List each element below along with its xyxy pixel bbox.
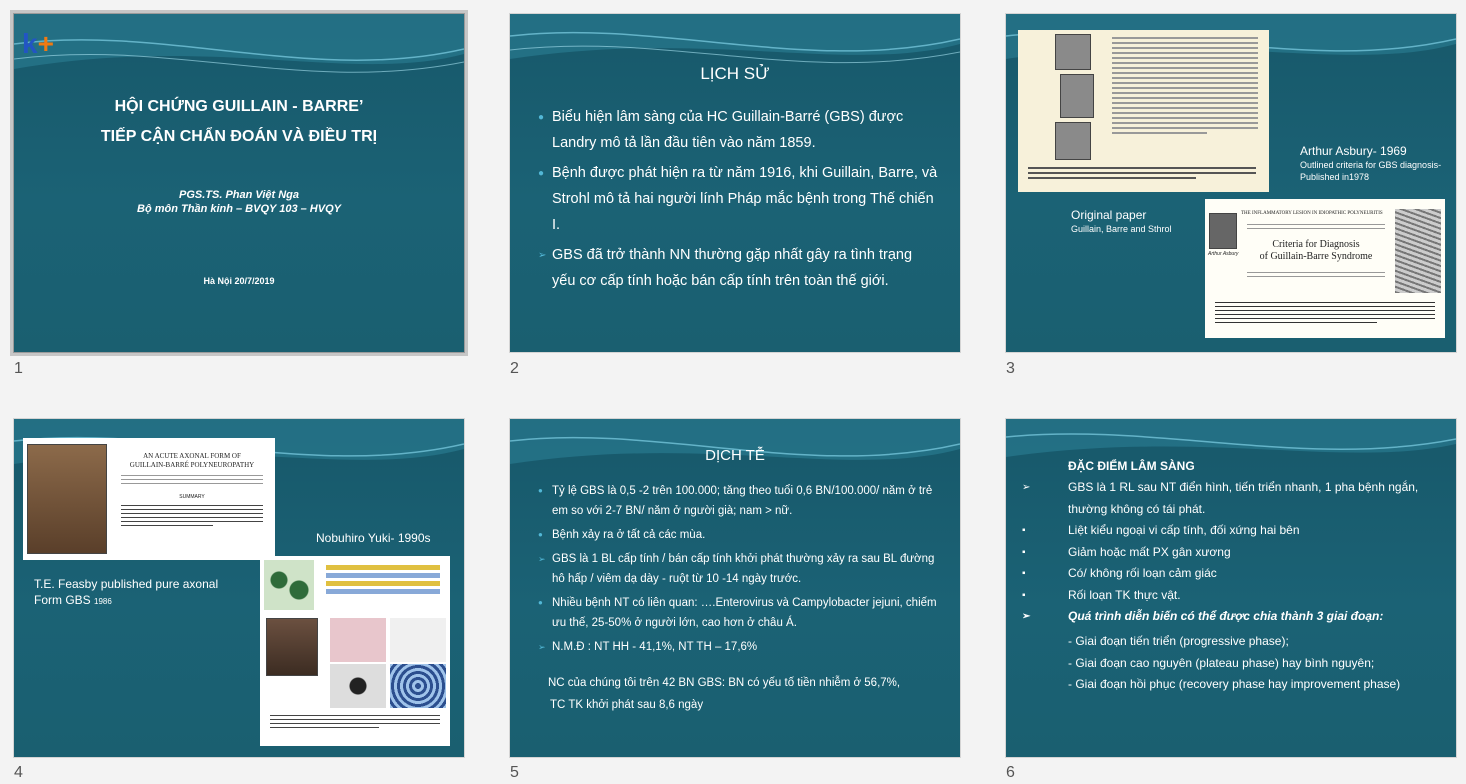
phase-list bbox=[1068, 631, 1400, 696]
place-date: Hà Nội 20/7/2019 bbox=[203, 276, 275, 286]
square-bullet-icon: ▪ bbox=[1022, 525, 1026, 536]
slide-thumbnail-4[interactable] bbox=[13, 418, 465, 758]
slide-thumbnail-2[interactable] bbox=[509, 13, 961, 353]
bullet-icon: ● bbox=[538, 486, 543, 495]
phase-item: - Giai đoạn cao nguyên (plateau phase) hay bình nguyên; bbox=[1068, 655, 1375, 670]
square-bullet-icon: ▪ bbox=[1022, 568, 1026, 579]
author-name: PGS.TS. Phan Việt Nga bbox=[178, 189, 299, 201]
portrait-photo bbox=[27, 444, 107, 554]
slide-title: DỊCH TỄ bbox=[705, 447, 765, 464]
portrait-photo bbox=[1055, 122, 1091, 160]
asbury-paper-image: Arthur Asbury THE INFLAMMATORY LESION IN IDIOPATHIC POLYNEURITIS Criteria for Diagnosis of Guillain-Barre Syndrome bbox=[1205, 199, 1445, 338]
portrait-photo bbox=[1060, 74, 1094, 118]
slide-thumbnail-5[interactable] bbox=[509, 418, 961, 758]
list-item: ● Nhiều bệnh NT có liên quan: ….Enterovirus và Campylobacter jejuni, chiếm ưu thế, 25-50% ở người lớn, cao hơn ở châu Á. bbox=[538, 593, 948, 633]
arrow-bullet-icon: ➢ bbox=[1022, 482, 1031, 493]
list-item: ▪ Rối loạn TK thực vật. bbox=[1022, 585, 1442, 607]
slide-title: ĐẶC ĐIỂM LÂM SÀNG bbox=[1068, 459, 1195, 473]
list-item: ● Tỷ lệ GBS là 0,5 -2 trên 100.000; tăng theo tuổi 0,6 BN/100.000/ năm ở trẻ em so với 2-7 BN/ năm ở người già; nam > nữ. bbox=[538, 481, 948, 521]
list-item: ● Bệnh xảy ra ở tất cả các mùa. bbox=[538, 525, 948, 545]
slide-thumbnail-3[interactable] bbox=[1005, 13, 1457, 353]
department: Bộ môn Thần kinh – BVQY 103 – HVQY bbox=[137, 203, 341, 215]
feasby-caption-line2: Form GBS 1986 bbox=[34, 593, 112, 607]
nerve-image bbox=[330, 618, 386, 662]
square-bullet-icon: ▪ bbox=[1022, 589, 1026, 601]
list-item: ▪ Giảm hoặc mất PX gân xương bbox=[1022, 542, 1442, 564]
slide-number-4: 4 bbox=[14, 764, 23, 781]
study-note-line1: NC của chúng tôi trên 42 BN GBS: BN có yếu tố tiền nhiễm ở 56,7%, bbox=[548, 677, 901, 689]
slide-thumbnail-6[interactable] bbox=[1005, 418, 1457, 758]
slide-number-5: 5 bbox=[510, 764, 519, 781]
asbury-caption-title: Arthur Asbury- 1969 bbox=[1300, 144, 1407, 158]
yuki-caption: Nobuhiro Yuki- 1990s bbox=[316, 531, 431, 545]
bullet-list bbox=[538, 104, 938, 294]
nerve-image bbox=[330, 664, 386, 708]
list-item: ● Biểu hiện lâm sàng của HC Guillain-Barré (GBS) được Landry mô tả lần đầu tiên vào năm 1859. bbox=[538, 104, 938, 156]
bullet-icon: ● bbox=[538, 598, 543, 607]
list-item: ▪ Liệt kiểu ngoại vi cấp tính, đối xứng hai bên bbox=[1022, 520, 1442, 542]
bullet-icon: ● bbox=[538, 530, 543, 539]
slide-title: LỊCH SỬ bbox=[700, 64, 770, 83]
portrait-photo bbox=[266, 618, 318, 676]
yuki-paper-image bbox=[260, 556, 450, 746]
wave-decoration bbox=[510, 14, 960, 109]
nerve-image bbox=[390, 664, 446, 708]
slide-title-line1: HỘI CHỨNG GUILLAIN - BARRE’ bbox=[114, 98, 364, 115]
kplus-logo: k+ bbox=[22, 28, 54, 59]
slide-number-2: 2 bbox=[510, 360, 519, 377]
list-item: ➢ GBS là 1 RL sau NT điển hình, tiến triển nhanh, 1 pha bệnh ngắn, thường không có tái phát. bbox=[1022, 477, 1442, 520]
arrow-bullet-icon: ➢ bbox=[538, 250, 547, 261]
bullet-list bbox=[538, 481, 948, 657]
bullet-icon: ● bbox=[538, 168, 545, 179]
arrow-bullet-icon: ➢ bbox=[1022, 611, 1031, 622]
slide-number-6: 6 bbox=[1006, 764, 1015, 781]
slide-thumbnail-1[interactable] bbox=[13, 13, 465, 353]
bullet-list bbox=[1022, 477, 1442, 628]
list-item: ▪ Có/ không rối loạn cảm giác bbox=[1022, 563, 1442, 585]
feasby-caption-line1: T.E. Feasby published pure axonal bbox=[34, 577, 219, 591]
list-item: ● Bệnh được phát hiện ra từ năm 1916, khi Guillain, Barre, và Strohl mô tả hai người lính Pháp mắc bệnh trong Thế chiến I. bbox=[538, 160, 938, 238]
slide-title-line2: TIẾP CẬN CHẨN ĐOÁN VÀ ĐIỀU TRỊ bbox=[100, 128, 378, 145]
bacteria-image bbox=[264, 560, 314, 610]
list-item: ➢ Quá trình diễn biến có thể được chia thành 3 giai đoạn: bbox=[1022, 606, 1442, 628]
asbury-caption-sub1: Outlined criteria for GBS diagnosis- bbox=[1300, 160, 1442, 170]
arrow-bullet-icon: ➢ bbox=[538, 554, 546, 564]
square-bullet-icon: ▪ bbox=[1022, 546, 1026, 558]
original-paper-image bbox=[1018, 30, 1269, 192]
list-item: ➢ GBS là 1 BL cấp tính / bán cấp tính khởi phát thường xảy ra sau BL đường hô hấp / viêm dạ dày - ruột từ 10 -14 ngày trước. bbox=[538, 549, 948, 589]
list-item: ➢ N.M.Đ : NT HH - 41,1%, NT TH – 17,6% bbox=[538, 637, 948, 657]
slide-number-3: 3 bbox=[1006, 360, 1015, 377]
original-paper-sub: Guillain, Barre and Sthrol bbox=[1071, 224, 1172, 234]
bullet-icon: ● bbox=[538, 112, 545, 123]
study-note-line2: TC TK khởi phát sau 8,6 ngày bbox=[550, 699, 704, 711]
slide-number-1: 1 bbox=[14, 360, 23, 377]
asbury-caption-sub2: Published in1978 bbox=[1300, 172, 1370, 182]
portrait-photo bbox=[1209, 213, 1237, 249]
original-paper-title: Original paper bbox=[1071, 208, 1147, 222]
histology-image bbox=[1395, 209, 1441, 293]
nerve-image bbox=[390, 618, 446, 662]
feasby-paper-image: AN ACUTE AXONAL FORM OF GUILLAIN-BARRÉ POLYNEUROPATHY SUMMARY bbox=[23, 438, 275, 560]
arrow-bullet-icon: ➢ bbox=[538, 642, 546, 652]
phase-item: - Giai đoạn hồi phục (recovery phase hay improvement phase) bbox=[1068, 677, 1401, 691]
portrait-photo bbox=[1055, 34, 1091, 70]
list-item: ➢ GBS đã trở thành NN thường gặp nhất gây ra tình trạng yếu cơ cấp tính hoặc bán cấp tính trên toàn thế giới. bbox=[538, 242, 938, 294]
phase-item: - Giai đoạn tiến triển (progressive phase); bbox=[1068, 634, 1289, 648]
